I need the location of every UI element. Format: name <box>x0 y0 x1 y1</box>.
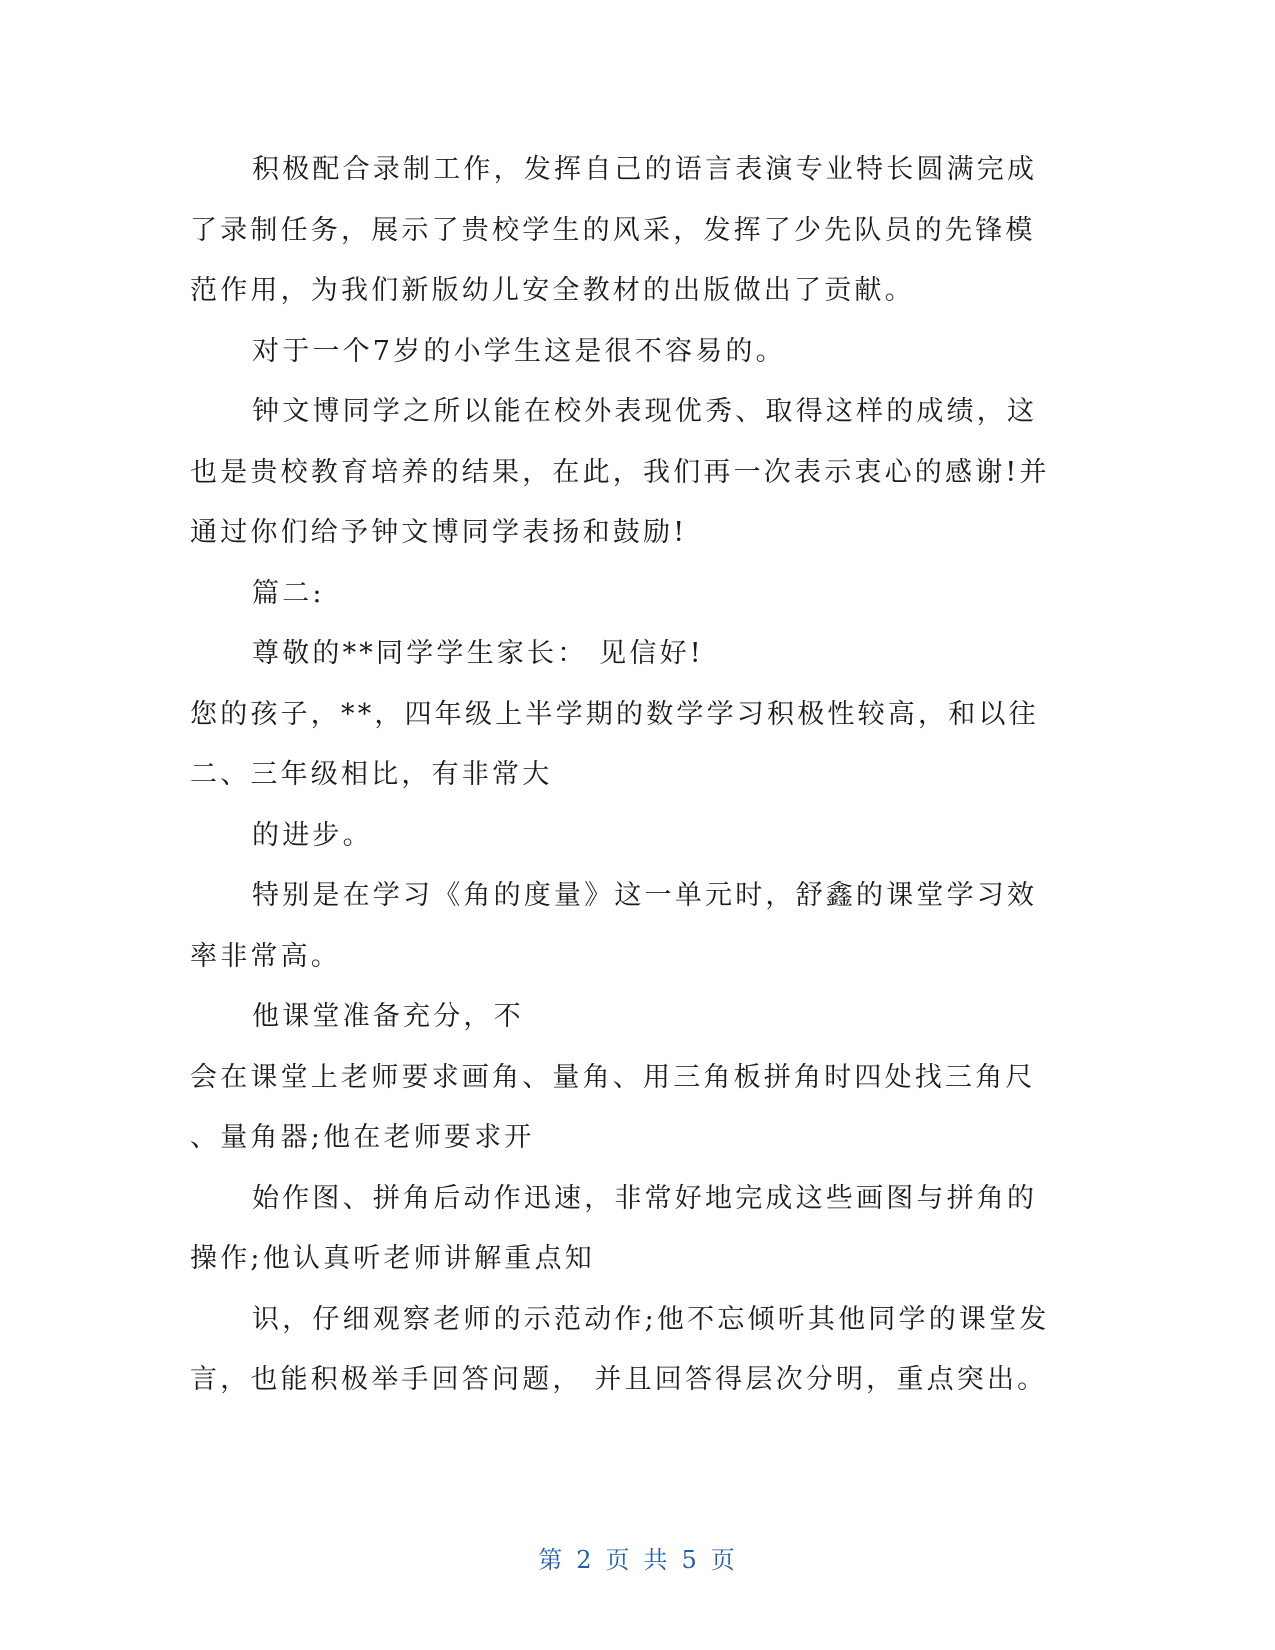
text-line: 他课堂准备充分，不 <box>252 1001 524 1032</box>
text-line: 篇二: <box>252 577 325 609</box>
footer-suffix: 页 <box>710 1546 737 1574</box>
text-line: 通过你们给予钟文博同学表扬和鼓励! <box>190 517 688 548</box>
text-line: 也是贵校教育培养的结果，在此，我们再一次表示衷心的感谢!并 <box>190 456 1050 488</box>
text-line: 操作;他认真听老师讲解重点知 <box>190 1243 595 1274</box>
text-line: 二、三年级相比，有非常大 <box>190 759 553 790</box>
footer-prefix: 第 <box>538 1546 565 1574</box>
text-line: 率非常高。 <box>190 940 341 972</box>
text-line: 始作图、拼角后动作迅速，非常好地完成这些画图与拼角的 <box>252 1182 1038 1214</box>
text-line: 识，仔细观察老师的示范动作;他不忘倾听其他同学的课堂发 <box>252 1303 1050 1335</box>
document-body <box>190 140 1090 1411</box>
text-line: 钟文博同学之所以能在校外表现优秀、取得这样的成绩，这 <box>252 396 1038 427</box>
footer-total-prefix: 共 <box>643 1546 670 1574</box>
current-page-number: 2 <box>576 1546 594 1574</box>
footer-page-word: 页 <box>605 1546 632 1574</box>
text-line: 积极配合录制工作，发挥自己的语言表演专业特长圆满完成 <box>252 154 1038 185</box>
text-line: 了录制任务，展示了贵校学生的风采，发挥了少先队员的先锋模 <box>190 214 1036 246</box>
text-line: 特别是在学习《角的度量》这一单元时，舒鑫的课堂学习效 <box>252 880 1038 911</box>
text-line: 的进步。 <box>252 819 373 851</box>
text-line: 范作用，为我们新版幼儿安全教材的出版做出了贡献。 <box>190 275 915 306</box>
text-line: 、量角器;他在老师要求开 <box>190 1122 535 1153</box>
text-line: 会在课堂上老师要求画角、量角、用三角板拼角时四处找三角尺 <box>190 1061 1036 1093</box>
page-footer <box>0 1540 1275 1575</box>
text-line: 尊敬的**同学学生家长： 见信好! <box>252 638 704 669</box>
total-page-number: 5 <box>681 1546 699 1574</box>
text-line: 对于一个7岁的小学生这是很不容易的。 <box>252 335 786 367</box>
text-line: 言，也能积极举手回答问题， 并且回答得层次分明，重点突出。 <box>190 1364 1048 1395</box>
text-line: 您的孩子，**，四年级上半学期的数学学习积极性较高，和以往 <box>190 698 1039 730</box>
